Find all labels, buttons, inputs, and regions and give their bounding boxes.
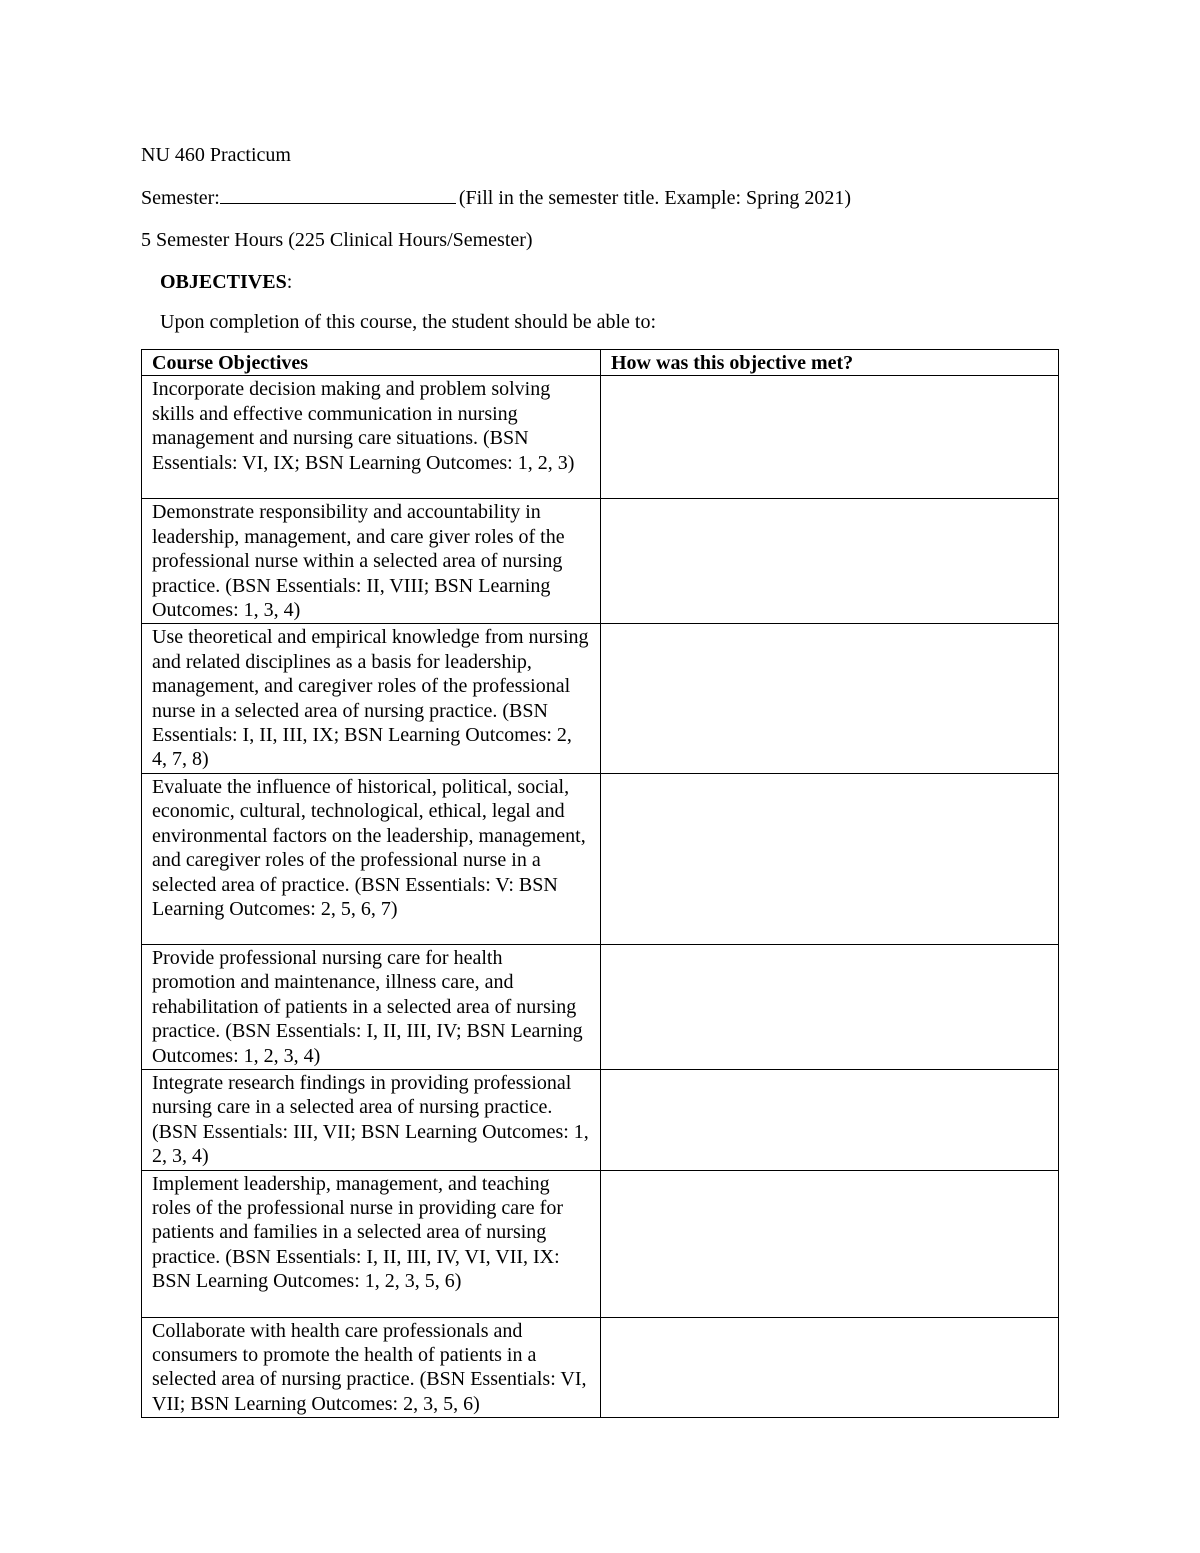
- objectives-intro: Upon completion of this course, the student should be able to:: [160, 311, 657, 333]
- course-title: NU 460 Practicum: [141, 144, 291, 166]
- response-cell[interactable]: [601, 1170, 1059, 1317]
- objective-cell: Incorporate decision making and problem solving skills and effective communication in nursing management and nursing care situations. (BSN Essentials: VI, IX; BSN Learning Outcomes: 1, 2, 3): [142, 376, 601, 499]
- table-row: [142, 1317, 1059, 1418]
- response-cell[interactable]: [601, 499, 1059, 624]
- semester-hint: (Fill in the semester title. Example: Spring 2021): [458, 187, 852, 209]
- table-row: [142, 1069, 1059, 1170]
- objective-cell: Collaborate with health care professionals and consumers to promote the health of patients in a selected area of nursing practice. (BSN Essentials: VI, VII; BSN Learning Outcomes: 2, 3, 5, 6): [142, 1317, 601, 1418]
- response-cell[interactable]: [601, 1317, 1059, 1418]
- semester-label: Semester:: [141, 187, 220, 209]
- table-row: [142, 1170, 1059, 1317]
- column-header-how-met: How was this objective met?: [601, 350, 1059, 376]
- table-row: [142, 499, 1059, 624]
- objectives-heading: [160, 270, 292, 294]
- semester-hours: 5 Semester Hours (225 Clinical Hours/Semester): [141, 229, 533, 251]
- response-cell[interactable]: [601, 944, 1059, 1069]
- semester-input[interactable]: [220, 185, 456, 204]
- table-row: [142, 376, 1059, 499]
- objective-cell: Use theoretical and empirical knowledge from nursing and related disciplines as a basis for leadership, management, and caregiver roles of the professional nurse in a selected area of nursing practice. (BSN Essentials: I, II, III, IX; BSN Learning Outcomes: 2, 4, 7, 8): [142, 624, 601, 773]
- objective-cell: Implement leadership, management, and teaching roles of the professional nurse in providing care for patients and families in a selected area of nursing practice. (BSN Essentials: I, II, III, IV, VI, VII, IX: BSN Learning Outcomes: 1, 2, 3, 5, 6): [142, 1170, 601, 1317]
- column-header-objectives: Course Objectives: [142, 350, 601, 376]
- objective-cell: Demonstrate responsibility and accountability in leadership, management, and care giver roles of the professional nurse within a selected area of nursing practice. (BSN Essentials: II, VIII; BSN Learning Outcomes: 1, 3, 4): [142, 499, 601, 624]
- response-cell[interactable]: [601, 624, 1059, 773]
- table-row: [142, 944, 1059, 1069]
- response-cell[interactable]: [601, 1069, 1059, 1170]
- objectives-heading-text: OBJECTIVES: [160, 271, 287, 293]
- semester-line: [141, 185, 851, 210]
- response-cell[interactable]: [601, 376, 1059, 499]
- response-cell[interactable]: [601, 773, 1059, 944]
- table-row: [142, 624, 1059, 773]
- objectives-heading-colon: :: [286, 271, 293, 293]
- objective-cell: Provide professional nursing care for health promotion and maintenance, illness care, and rehabilitation of patients in a selected area of nursing practice. (BSN Essentials: I, II, III, IV; BSN Learning Outcomes: 1, 2, 3, 4): [142, 944, 601, 1069]
- objective-cell: Integrate research findings in providing professional nursing care in a selected area of nursing practice. (BSN Essentials: III, VII; BSN Learning Outcomes: 1, 2, 3, 4): [142, 1069, 601, 1170]
- table-row: [142, 773, 1059, 944]
- table-header-row: [142, 350, 1059, 376]
- objectives-table: [141, 349, 1059, 1418]
- objective-cell: Evaluate the influence of historical, political, social, economic, cultural, technological, ethical, legal and environmental factors on the leadership, management, and caregiver roles of the professional nurse in a selected area of practice. (BSN Essentials: V: BSN Learning Outcomes: 2, 5, 6, 7): [142, 773, 601, 944]
